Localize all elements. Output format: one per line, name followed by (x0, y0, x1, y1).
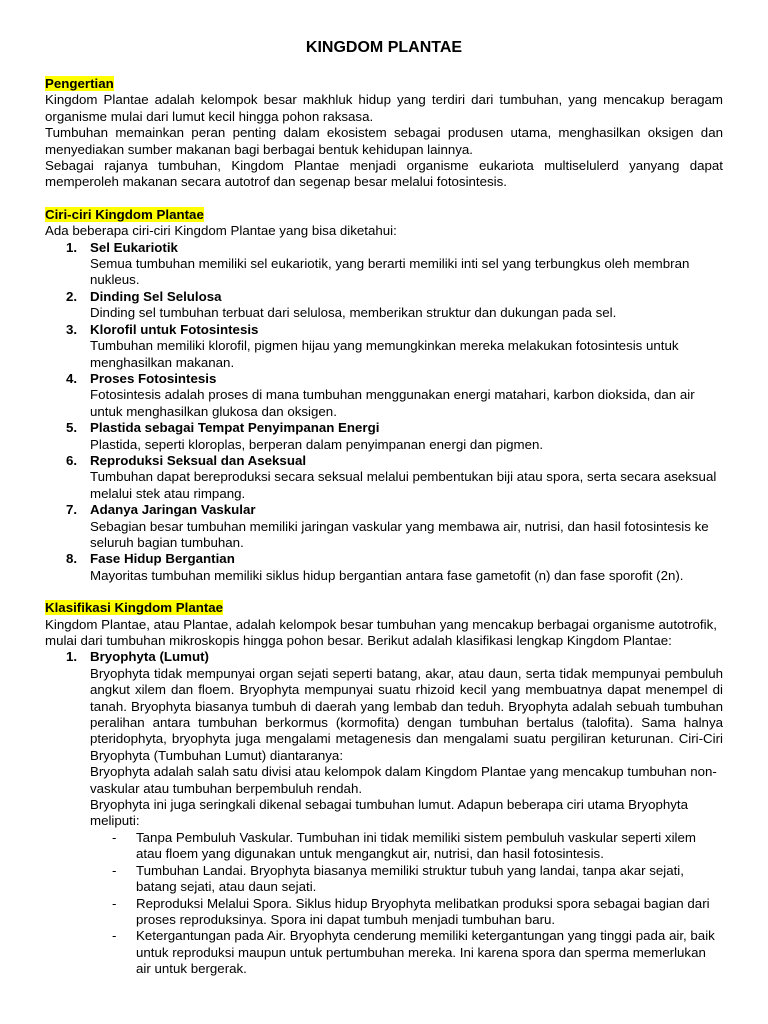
item-description: Fotosintesis adalah proses di mana tumbuhan menggunakan energi matahari, karbon dioksida, dan air untuk menghasilkan glukosa dan oksigen. (90, 387, 695, 419)
pengertian-paragraph-3: Sebagai rajanya tumbuhan, Kingdom Plantae menjadi organisme eukariota multiselulerd yanyang dapat memperoleh makanan secara autotrof dan segenap besar melalui fotosintesis. (45, 158, 723, 190)
section-klasifikasi (45, 600, 723, 977)
list-item (45, 289, 723, 322)
item-title: Proses Fotosintesis (90, 370, 217, 386)
list-item (45, 322, 723, 371)
bullet-item (90, 896, 723, 929)
item-number: 7. (66, 502, 78, 518)
list-item (45, 453, 723, 502)
list-item (45, 551, 723, 584)
bryophyta-paragraph-1: Bryophyta tidak mempunyai organ sejati seperti batang, akar, atau daun, serta tidak mempunyai pembuluh angkut xilem dan floem. Bryophyta mempunyai suatu rhizoid kecil yang membuatnya dapat menempel di tanah. Bryophyta biasanya tumbuh di daerah yang lembab dan teduh. Bryophyta adalah sebuah tumbuhan peralihan antara tumbuhan berkormus (kormofita) dengan tumbuhan bertalus (talofita). Sama halnya pteridophyta, bryophyta juga mengalami metagenesis dan mengalami suatu pergiliran keturunan. Ciri-Ciri Bryophyta (Tumbuhan Lumut) diantaranya: (90, 665, 723, 763)
klasifikasi-list (45, 649, 723, 977)
item-title: Adanya Jaringan Vaskular (90, 502, 256, 518)
item-description: Tumbuhan dapat bereproduksi secara seksual melalui pembentukan biji atau spora, serta secara aseksual melalui stek atau rimpang. (90, 469, 717, 501)
item-number: 1. (66, 239, 78, 255)
item-number: 6. (66, 452, 78, 468)
pengertian-paragraph-2: Tumbuhan memainkan peran penting dalam ekosistem sebagai produsen utama, menghasilkan oksigen dan menyediakan sumber makanan bagi berbagai bentuk kehidupan lainnya. (45, 125, 723, 157)
item-title: Klorofil untuk Fotosintesis (90, 321, 259, 337)
item-description: Tumbuhan memiliki klorofil, pigmen hijau yang memungkinkan mereka melakukan fotosintesis untuk menghasilkan makanan. (90, 338, 679, 370)
item-description: Sebagian besar tumbuhan memiliki jaringan vaskular yang membawa air, nutrisi, dan hasil fotosintesis ke seluruh bagian tumbuhan. (90, 518, 709, 550)
list-item (45, 649, 723, 977)
item-description: Mayoritas tumbuhan memiliki siklus hidup bergantian antara fase gametofit (n) dan fase sporofit (2n). (90, 567, 684, 583)
document-title: KINGDOM PLANTAE (305, 39, 463, 56)
item-number: 3. (66, 321, 78, 337)
section-pengertian (45, 76, 723, 191)
bullet-text: Tumbuhan Landai. Bryophyta biasanya memiliki struktur tubuh yang landai, tanpa akar sejati, batang sejati, atau daun sejati. (136, 862, 684, 895)
dash-bullet: - (112, 829, 117, 845)
item-title: Reproduksi Seksual dan Aseksual (90, 452, 307, 468)
item-title: Fase Hidup Bergantian (90, 551, 235, 567)
list-item (45, 240, 723, 289)
bullet-text: Reproduksi Melalui Spora. Siklus hidup Bryophyta melibatkan produksi spora sebagai bagian dari proses reproduksinya. Spora ini dapat tumbuh menjadi tumbuhan baru. (136, 895, 710, 927)
item-number: 1. (66, 649, 78, 665)
bryophyta-paragraph-2: Bryophyta adalah salah satu divisi atau kelompok dalam Kingdom Plantae yang mencakup tumbuhan non-vaskular atau tumbuhan berpembuluh rendah. (90, 764, 717, 796)
item-title: Dinding Sel Selulosa (90, 288, 222, 304)
pengertian-paragraph-1: Kingdom Plantae adalah kelompok besar makhluk hidup yang terdiri dari tumbuhan, yang mencakup beragam organisme mulai dari lumut kecil hingga pohon raksasa. (45, 92, 723, 124)
bullet-item (90, 863, 723, 896)
dash-bullet: - (112, 928, 117, 944)
bullet-item (90, 928, 723, 977)
item-title: Bryophyta (Lumut) (90, 649, 209, 665)
item-number: 2. (66, 288, 78, 304)
heading-ciri-ciri: Ciri-ciri Kingdom Plantae (45, 206, 204, 222)
heading-pengertian: Pengertian (45, 76, 114, 91)
bullet-item (90, 830, 723, 863)
item-title: Sel Eukariotik (90, 239, 178, 255)
bullet-text: Ketergantungan pada Air. Bryophyta cenderung memiliki ketergantungan yang tinggi pada air, baik untuk reproduksi maupun untuk pertumbuhan mereka. Ini karena spora dan sperma memerlukan air untuk bergerak. (136, 928, 715, 977)
ciri-intro: Ada beberapa ciri-ciri Kingdom Plantae yang bisa diketahui: (45, 223, 397, 239)
item-title: Plastida sebagai Tempat Penyimpanan Energi (90, 420, 380, 436)
heading-klasifikasi: Klasifikasi Kingdom Plantae (45, 600, 224, 616)
list-item (45, 371, 723, 420)
bryophyta-bullet-list (90, 830, 723, 978)
section-ciri-ciri (45, 207, 723, 584)
item-description: Plastida, seperti kloroplas, berperan dalam penyimpanan energi dan pigmen. (90, 436, 544, 452)
klasifikasi-intro: Kingdom Plantae, atau Plantae, adalah kelompok besar tumbuhan yang mencakup berbagai organisme autotrofik, mulai dari tumbuhan mikroskopis hingga pohon besar. Berikut adalah klasifikasi lengkap Kingdom Plantae: (45, 616, 717, 648)
dash-bullet: - (112, 862, 117, 878)
item-number: 5. (66, 420, 78, 436)
item-number: 8. (66, 551, 78, 567)
bullet-text: Tanpa Pembuluh Vaskular. Tumbuhan ini tidak memiliki sistem pembuluh vaskular seperti xilem atau floem yang digunakan untuk mengangkut air, nutrisi, dan hasil fotosintesis. (136, 829, 696, 862)
item-description: Semua tumbuhan memiliki sel eukariotik, yang berarti memiliki inti sel yang terbungkus oleh membran nukleus. (90, 256, 690, 288)
dash-bullet: - (112, 895, 117, 911)
list-item (45, 502, 723, 551)
bryophyta-paragraph-3: Bryophyta ini juga seringkali dikenal sebagai tumbuhan lumut. Adapun beberapa ciri utama Bryophyta meliputi: (90, 797, 688, 829)
ciri-list (45, 240, 723, 585)
item-description: Dinding sel tumbuhan terbuat dari selulosa, memberikan struktur dan dukungan pada sel. (90, 305, 617, 321)
item-number: 4. (66, 370, 78, 386)
list-item (45, 420, 723, 453)
